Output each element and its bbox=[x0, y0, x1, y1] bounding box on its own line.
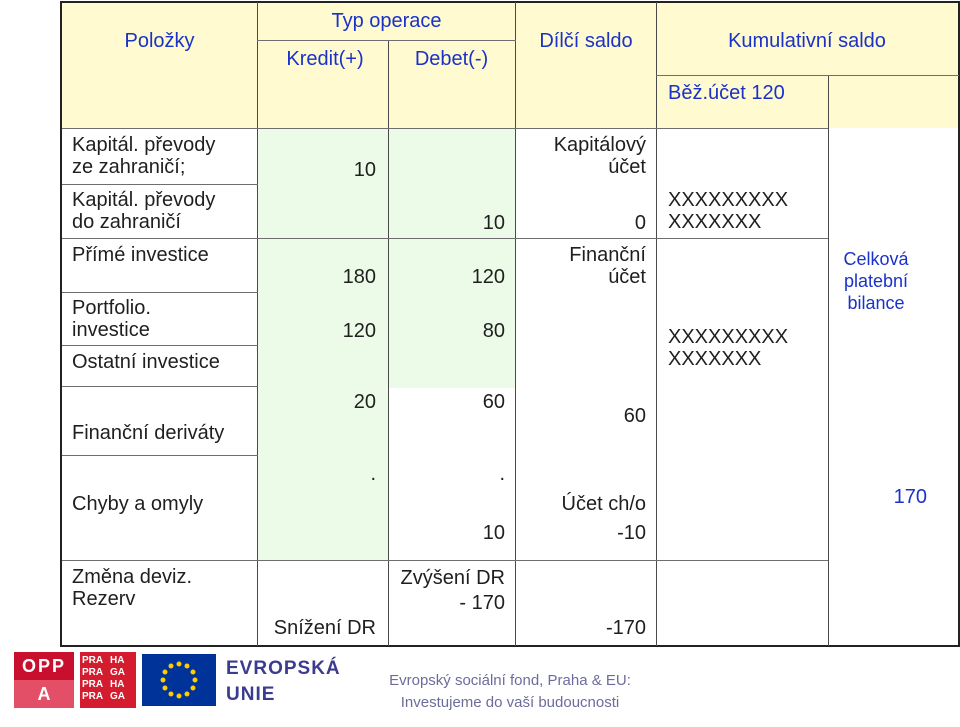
header-items: Položky bbox=[124, 30, 195, 52]
opp-logo-top: OPP bbox=[14, 652, 74, 680]
sep-errors-reserves bbox=[62, 560, 828, 561]
praha-cell: GA bbox=[110, 667, 125, 678]
header-cumulative-balance: Kumulativní saldo bbox=[728, 30, 886, 52]
hdr-optype-sep bbox=[257, 40, 516, 41]
eu-stars-icon bbox=[142, 654, 216, 706]
praha-cell: PRA bbox=[82, 667, 104, 678]
partial-financial: 60 bbox=[623, 405, 646, 427]
table-left-border bbox=[60, 1, 62, 646]
partial-errors: -10 bbox=[617, 522, 646, 544]
debit-portfolio: 80 bbox=[482, 320, 505, 342]
sep-fdi-portfolio bbox=[62, 292, 258, 293]
col-sep-items bbox=[257, 2, 258, 646]
credit-reserves-note: Snížení DR bbox=[273, 617, 376, 639]
cumulative-x-block-capital: XXXXXXXXX XXXXXXX bbox=[668, 189, 789, 233]
opp-logo-bottom: A bbox=[14, 680, 74, 708]
col-sep-cum-total bbox=[828, 75, 829, 646]
praha-logo bbox=[80, 652, 136, 708]
debit-fdi: 120 bbox=[471, 266, 505, 288]
eu-text-line1: EVROPSKÁ bbox=[226, 658, 341, 679]
praha-logo-grid bbox=[82, 655, 134, 703]
row-label-other: Ostatní investice bbox=[72, 351, 220, 373]
debit-derivatives: 60 bbox=[482, 391, 505, 413]
partial-capital: 0 bbox=[634, 212, 646, 234]
header-partial-balance: Dílčí saldo bbox=[539, 30, 633, 52]
debit-derivatives-dot: . bbox=[499, 463, 505, 485]
praha-cell: PRA bbox=[82, 655, 104, 666]
header-operation-type: Typ operace bbox=[331, 10, 442, 32]
col-sep-partial-cum bbox=[656, 2, 657, 646]
sep-other-deriv bbox=[62, 386, 258, 387]
praha-cell: HA bbox=[110, 655, 125, 666]
row-label-fdi: Přímé investice bbox=[72, 244, 209, 266]
eu-flag-icon bbox=[142, 654, 216, 706]
credit-portfolio: 120 bbox=[342, 320, 376, 342]
opp-logo bbox=[14, 652, 74, 708]
table-bottom-border bbox=[60, 645, 960, 647]
capital-account-label: Kapitálový účet bbox=[553, 134, 646, 178]
cumulative-x-block-financial: XXXXXXXXX XXXXXXX bbox=[668, 326, 789, 370]
credit-fdi: 180 bbox=[342, 266, 376, 288]
debit-capital-out: 10 bbox=[482, 212, 505, 234]
praha-cell: PRA bbox=[82, 679, 104, 690]
header-credit: Kredit(+) bbox=[286, 48, 364, 70]
sep-capin-capout bbox=[62, 184, 258, 185]
row-label-derivatives: Finanční deriváty bbox=[72, 422, 225, 444]
row-label-reserves: Změna deviz. Rezerv bbox=[72, 566, 193, 610]
row-label-portfolio: Portfolio. investice bbox=[72, 297, 151, 341]
col-sep-credit-debit bbox=[388, 40, 389, 646]
credit-derivatives-dot: . bbox=[370, 463, 376, 485]
sep-capital-financial bbox=[62, 238, 828, 239]
hdr-sep-current-account bbox=[656, 75, 959, 76]
esf-caption-line2: Investujeme do vaší budoucnosti bbox=[400, 694, 620, 711]
praha-cell: GA bbox=[110, 691, 125, 702]
partial-reserves: -170 bbox=[605, 617, 646, 639]
debit-reserves-value: - 170 bbox=[459, 592, 505, 614]
sep-deriv-errors bbox=[62, 455, 258, 456]
praha-cell: HA bbox=[110, 679, 125, 690]
debit-reserves-note: Zvýšení DR bbox=[400, 567, 505, 589]
praha-cell: PRA bbox=[82, 691, 104, 702]
table-top-border bbox=[60, 1, 960, 3]
total-balance-value: 170 bbox=[893, 486, 927, 508]
total-balance-label: Celková platební bilance bbox=[843, 249, 909, 313]
credit-capital-in: 10 bbox=[353, 159, 376, 181]
row-label-errors: Chyby a omyly bbox=[72, 493, 204, 515]
col-sep-debit-partial bbox=[515, 2, 516, 646]
esf-caption-line1: Evropský sociální fond, Praha & EU: bbox=[389, 672, 631, 689]
financial-account-label: Finanční účet bbox=[569, 244, 646, 288]
row-label-capital-out: Kapitál. převody do zahraničí bbox=[72, 189, 216, 233]
current-account-balance: Běž.účet 120 bbox=[668, 82, 785, 104]
credit-derivatives: 20 bbox=[353, 391, 376, 413]
hdr-bottom-sep bbox=[62, 128, 828, 129]
sep-portfolio-other bbox=[62, 345, 258, 346]
eu-text-line2: UNIE bbox=[226, 684, 276, 705]
header-debit: Debet(-) bbox=[414, 48, 489, 70]
cumulative-header-extension bbox=[656, 2, 828, 128]
debit-errors: 10 bbox=[482, 522, 505, 544]
row-label-capital-in: Kapitál. převody ze zahraničí; bbox=[72, 134, 216, 178]
errors-account-label: Účet ch/o bbox=[561, 493, 646, 515]
